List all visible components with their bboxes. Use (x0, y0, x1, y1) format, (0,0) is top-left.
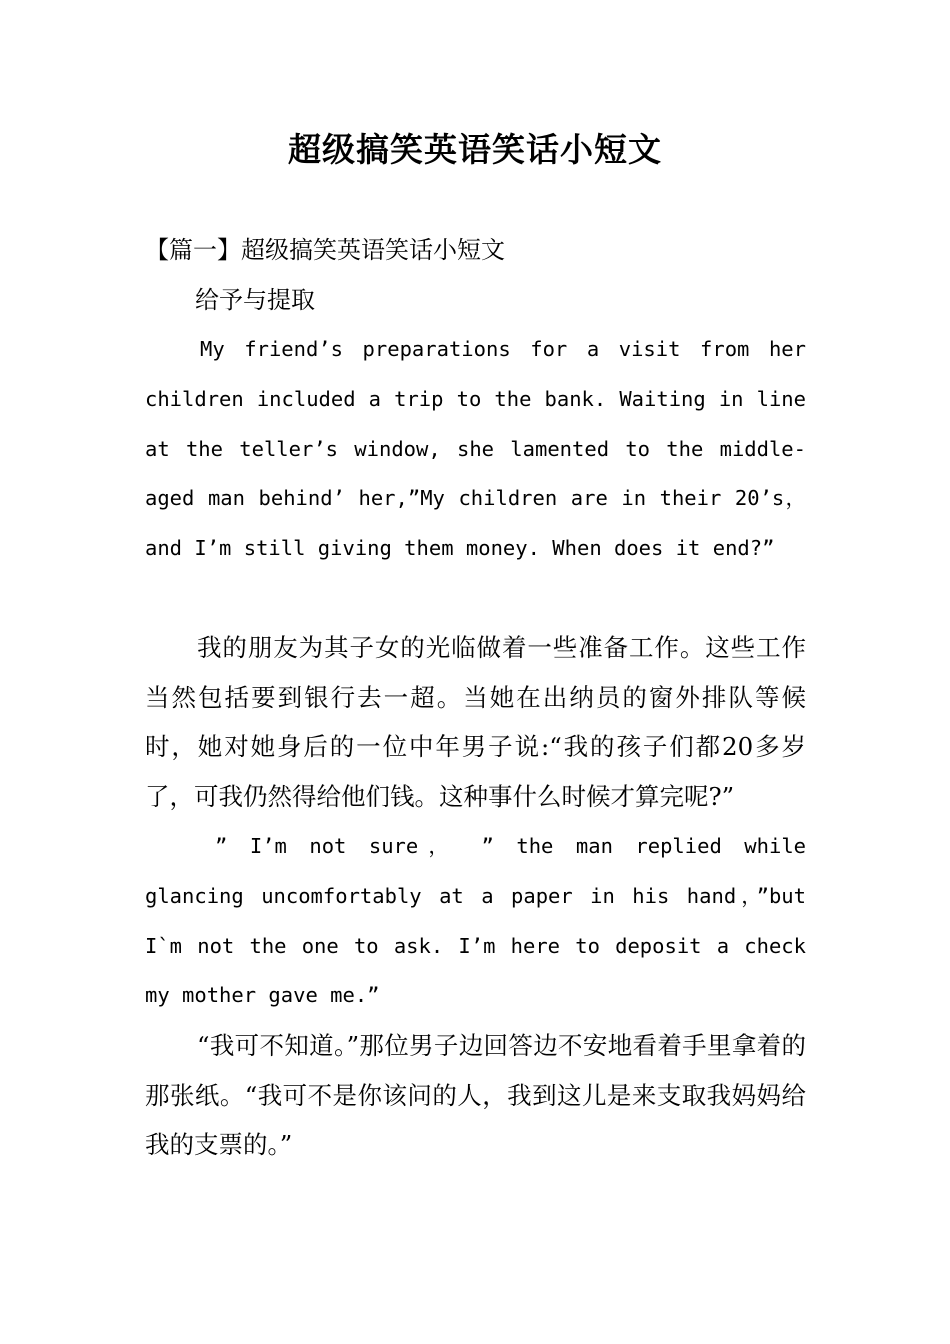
section-heading: 【篇一】超级搞笑英语笑话小短文 (145, 236, 505, 264)
chinese-paragraph-1: 我的朋友为其子女的光临做着一些准备工作。这些工作当然包括要到银行去一超。当她在出纳员的窗外排队等候时，她对她身后的一位中年男子说:“我的孩子们都20多岁了，可我仍然得给他们钱。这种事什么时候才算完呢?” (145, 633, 806, 811)
english-paragraph-2: ” I’m not sure， ” the man replied while glancing uncomfortably at a paper in his hand，”but I`m not the one to ask. I’m here to deposit a check my mother gave me.” (145, 834, 806, 1008)
english-paragraph-1: My friend’s preparations for a visit from her children included a trip to the bank. Waiting in line at the teller’s window, she lamented to the middle-aged man behind’ her,”My children are in their 20’s，and I’m still giving them money. When does it end?” (145, 337, 806, 561)
story-title: 给予与提取 (195, 286, 315, 314)
page-title: 超级搞笑英语笑话小短文 (288, 130, 662, 169)
chinese-paragraph-2: “我可不知道。”那位男子边回答边不安地看着手里拿着的那张纸。“我可不是你该问的人，我到这儿是来支取我妈妈给我的支票的。” (145, 1031, 806, 1160)
